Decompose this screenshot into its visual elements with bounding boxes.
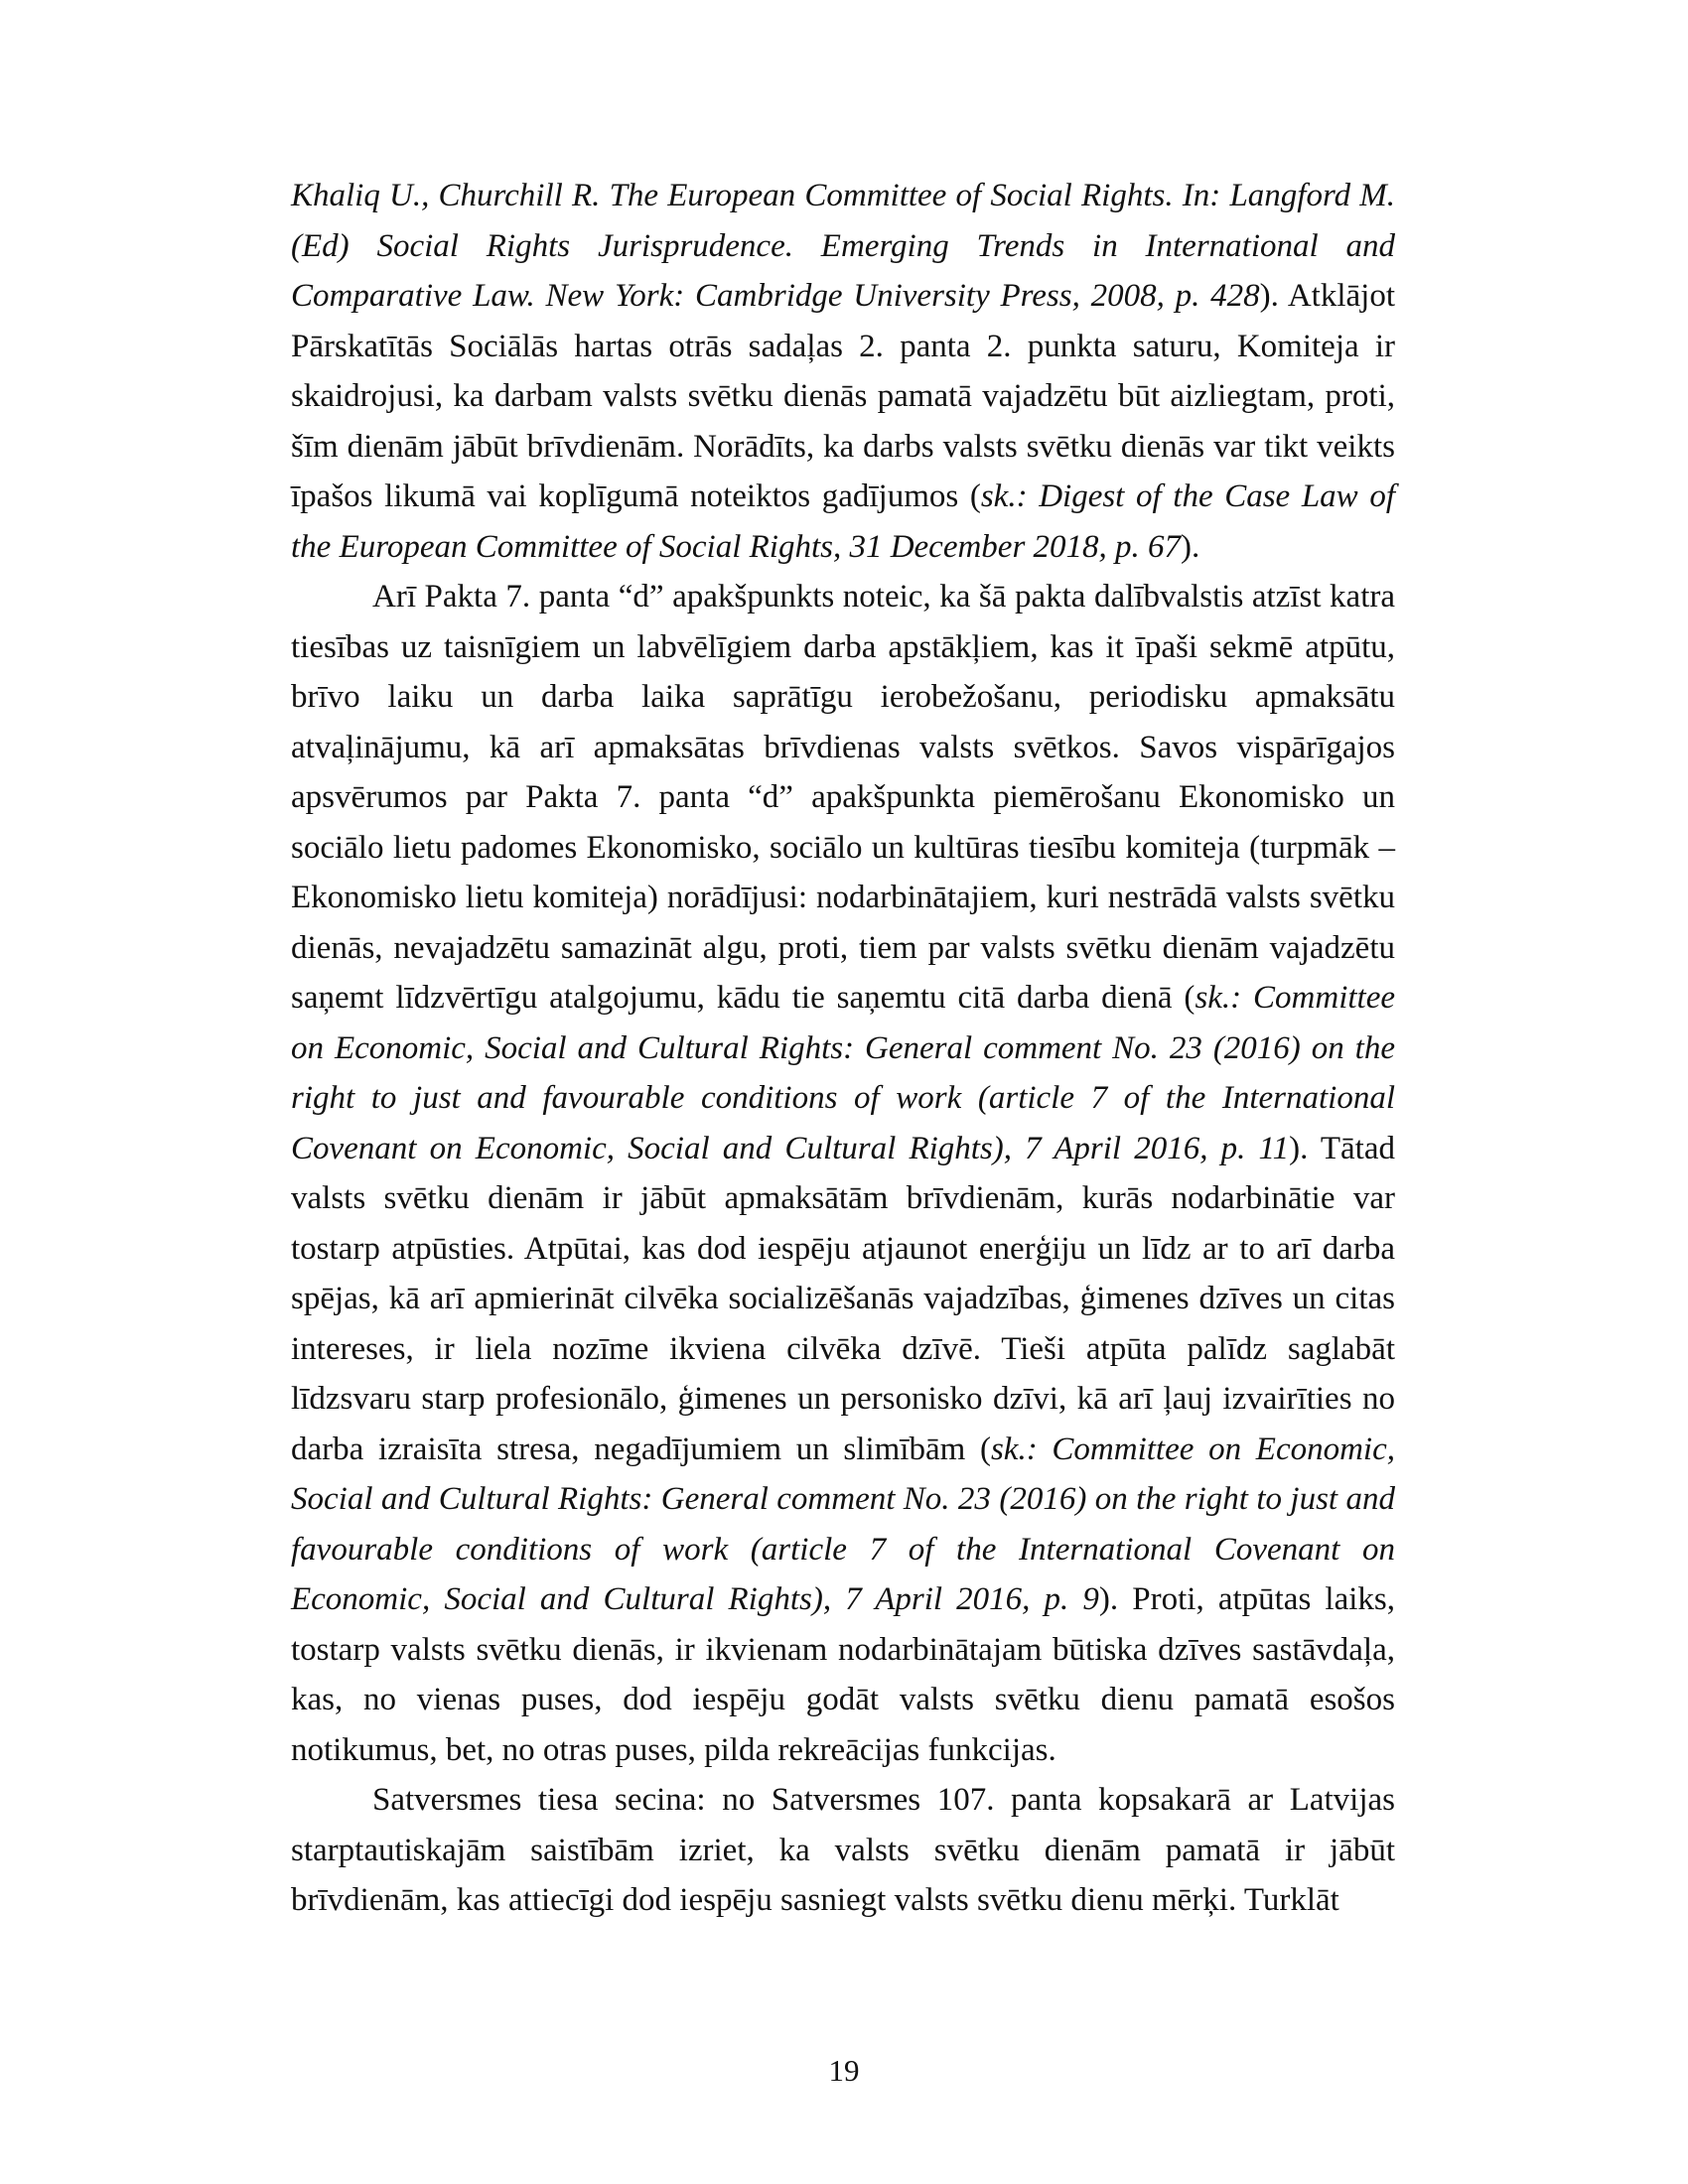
paragraph-text: ). Atklājot Pārskatītās Sociālās hartas otrās sadaļas 2. panta 2. punkta saturu, Komiteja ir skaidrojusi, ka darbam valsts svētku dienās pamatā vajadzētu būt aizliegtam, proti, šīm dienām jābūt brīvdienām. Norādīts, ka darbs valsts svētku dienās var tikt veikts īpašos likumā vai koplīgumā noteiktos gadījumos ( — [291, 278, 1395, 514]
document-body — [291, 171, 1395, 1926]
paragraph — [291, 572, 1395, 1775]
paragraph-text: ). — [1181, 528, 1200, 565]
paragraph — [291, 171, 1395, 572]
citation-italic: sk.: Committee on Economic, Social and Cultural Rights: General comment No. 23 (2016) on the right to just and favourable conditions of work (article 7 of the International Covenant on Economic, Social and Cultural Rights), 7 April 2016, p. 9 — [291, 1431, 1395, 1617]
paragraph — [291, 1775, 1395, 1926]
paragraph-text: ). Proti, atpūtas laiks, tostarp valsts svētku dienās, ir ikvienam nodarbinātajam būtiska dzīves sastāvdaļa, kas, no vienas puses, dod iespēju godāt valsts svētku dienu pamatā esošos notikumus, bet, no otras puses, pilda rekreācijas funkcijas. — [291, 1581, 1395, 1768]
citation-italic: sk.: Committee on Economic, Social and Cultural Rights: General comment No. 23 (2016) on the right to just and favourable conditions of work (article 7 of the International Covenant on Economic, Social and Cultural Rights), 7 April 2016, p. 11 — [291, 980, 1396, 1166]
citation-italic: sk.: Digest of the Case Law of the European Committee of Social Rights, 31 December 2018, p. 67 — [291, 478, 1395, 565]
paragraph-text: ). Tātad valsts svētku dienām ir jābūt apmaksātām brīvdienām, kurās nodarbinātie var tostarp atpūsties. Atpūtai, kas dod iespēju atjaunot enerģiju un līdz ar to arī darba spējas, kā arī apmierināt cilvēka socializēšanās vajadzības, ģimenes dzīves un citas intereses, ir liela nozīme ikviena cilvēka dzīvē. Tieši atpūta palīdz saglabāt līdzsvaru starp profesionālo, ģimenes un personisko dzīvi, kā arī ļauj izvairīties no darba izraisīta stresa, negadījumiem un slimībām ( — [291, 1130, 1395, 1467]
page-number: 19 — [828, 2053, 860, 2088]
paragraph-text: Arī Pakta 7. panta “d” apakšpunkts noteic, ka šā pakta dalībvalstis atzīst katra tiesības uz taisnīgiem un labvēlīgiem darba apstākļiem, kas it īpaši sekmē atpūtu, brīvo laiku un darba laika saprātīgu ierobežošanu, periodisku apmaksātu atvaļinājumu, kā arī apmaksātas brīvdienas valsts svētkos. Savos vispārīgajos apsvērumos par Pakta 7. panta “d” apakšpunkta piemērošanu Ekonomisko un sociālo lietu padomes Ekonomisko, sociālo un kultūras tiesību komiteja (turpmāk – Ekonomisko lietu komiteja) norādījusi: nodarbinātajiem, kuri nestrādā valsts svētku dienās, nevajadzētu samazināt algu, proti, tiem par valsts svētku dienām vajadzētu saņemt līdzvērtīgu atalgojumu, kādu tie saņemtu citā darba dienā ( — [291, 579, 1395, 1016]
paragraph-text: Satversmes tiesa secina: no Satversmes 107. panta kopsakarā ar Latvijas starptautiskajām saistībām izriet, ka valsts svētku dienām pamatā ir jābūt brīvdienām, kas attiecīgi dod iespēju sasniegt valsts svētku dienu mērķi. Turklāt — [291, 1782, 1395, 1918]
citation-italic: Khaliq U., Churchill R. The European Committee of Social Rights. In: Langford M. (Ed) Social Rights Jurisprudence. Emerging Trends in International and Comparative Law. New York: Cambridge University Press, 2008, p. 428 — [291, 178, 1395, 314]
